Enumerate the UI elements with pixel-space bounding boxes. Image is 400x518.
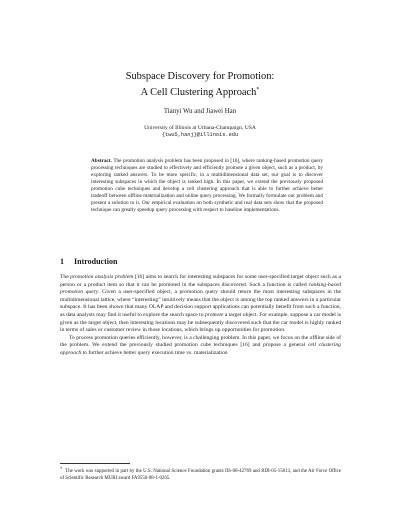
paper-title xyxy=(60,71,340,99)
para1-text-a: The xyxy=(60,274,71,280)
para2-text-a: To process promotion queries efficiently, however, is a challenging problem. In this paper, we focus on the offline side of the problem. We extend the previously studied promotion cube techniques [16] and propose a general xyxy=(60,334,341,349)
para1-text-d: a target object. For example, suppose a car model is given as the target object, then interesting locations may be subsequently discovered such that the car model is highly ranked in terms of sales or customer review in those locations, which brings up opportunities for promotion. xyxy=(60,311,341,334)
section-body xyxy=(60,274,341,358)
footnote-mark: * xyxy=(60,466,63,471)
abstract-text: The promotion analysis problem has been proposed in [16], where ranking-based promotion query processing techniques are studied to effectively and efficiently promote a given object, such as a product, by exploring ranked answers. To be more specific, in a multidimensional data set, our goal is to discover interesting subspaces in which the object is ranked high. In this paper, we extend the previously proposed promotion cube techniques and develop a cell clustering approach that is able to further achieve better tradeoff between offline materialization and online query processing. We formally formulate our problem and present a solution to it. Our empirical evaluation on both synthetic and real data sets show that the proposed technique can greatly speedup query processing with respect to baseline implementations. xyxy=(91,158,323,213)
title-line-1: Subspace Discovery for Promotion: xyxy=(125,71,275,82)
para1-text-c: . Given a user-specified object, a promotion query should return the most interesting subspaces in the multidimensional lattice, where “interesting” intuitively means that the object is among the top ranked answers in a particular subspace. It has been shown that many OLAP and decision support applications can potentially benefit from such a function, as data analysts may find it useful to explore the search space to xyxy=(60,289,341,318)
footnote xyxy=(60,466,341,482)
paragraph-2 xyxy=(60,335,341,358)
paragraph-1 xyxy=(60,274,341,335)
title-line-2 xyxy=(60,84,340,100)
author-emails: {twu5,hanj}@illinois.edu xyxy=(161,132,239,139)
section-title: Introduction xyxy=(74,257,118,266)
affiliation-block xyxy=(60,125,340,140)
para1-emph-a: promotion analysis problem xyxy=(70,274,134,280)
para2-emph-a: cell clustering approach xyxy=(60,342,341,356)
footnote-text: The work was supported in part by the U.S. National Science Foundation grants IIS-08-42769 and BDI-05-15813, and the Air Force Office of Scientific Research MURI award FA9550-08-1-0265. xyxy=(60,469,341,481)
title-line-2-text: A Cell Clustering Approach xyxy=(140,86,257,98)
footnote-divider xyxy=(60,463,130,464)
title-footnote-mark: * xyxy=(256,86,260,93)
abstract-label: Abstract. xyxy=(91,158,112,164)
para1-text-b: [16] aims to search for interesting subspaces for some user-specified target object such as a person or a product item so that it can be promoted in the subspaces discovered. Such a function is called xyxy=(60,274,341,288)
para1-emph-c: promote xyxy=(204,311,224,318)
author-list: Tianyi Wu and Jiawei Han xyxy=(163,108,237,115)
section-number: 1 xyxy=(60,257,64,266)
para2-text-b: to further achieve better query execution time vs. materialization xyxy=(81,349,228,356)
affiliation: University of Illinois at Urbana-Champaign, USA xyxy=(144,125,256,131)
para1-emph-b: ranking-based promotion query xyxy=(60,281,341,296)
abstract xyxy=(91,158,323,214)
section-heading xyxy=(60,257,117,267)
